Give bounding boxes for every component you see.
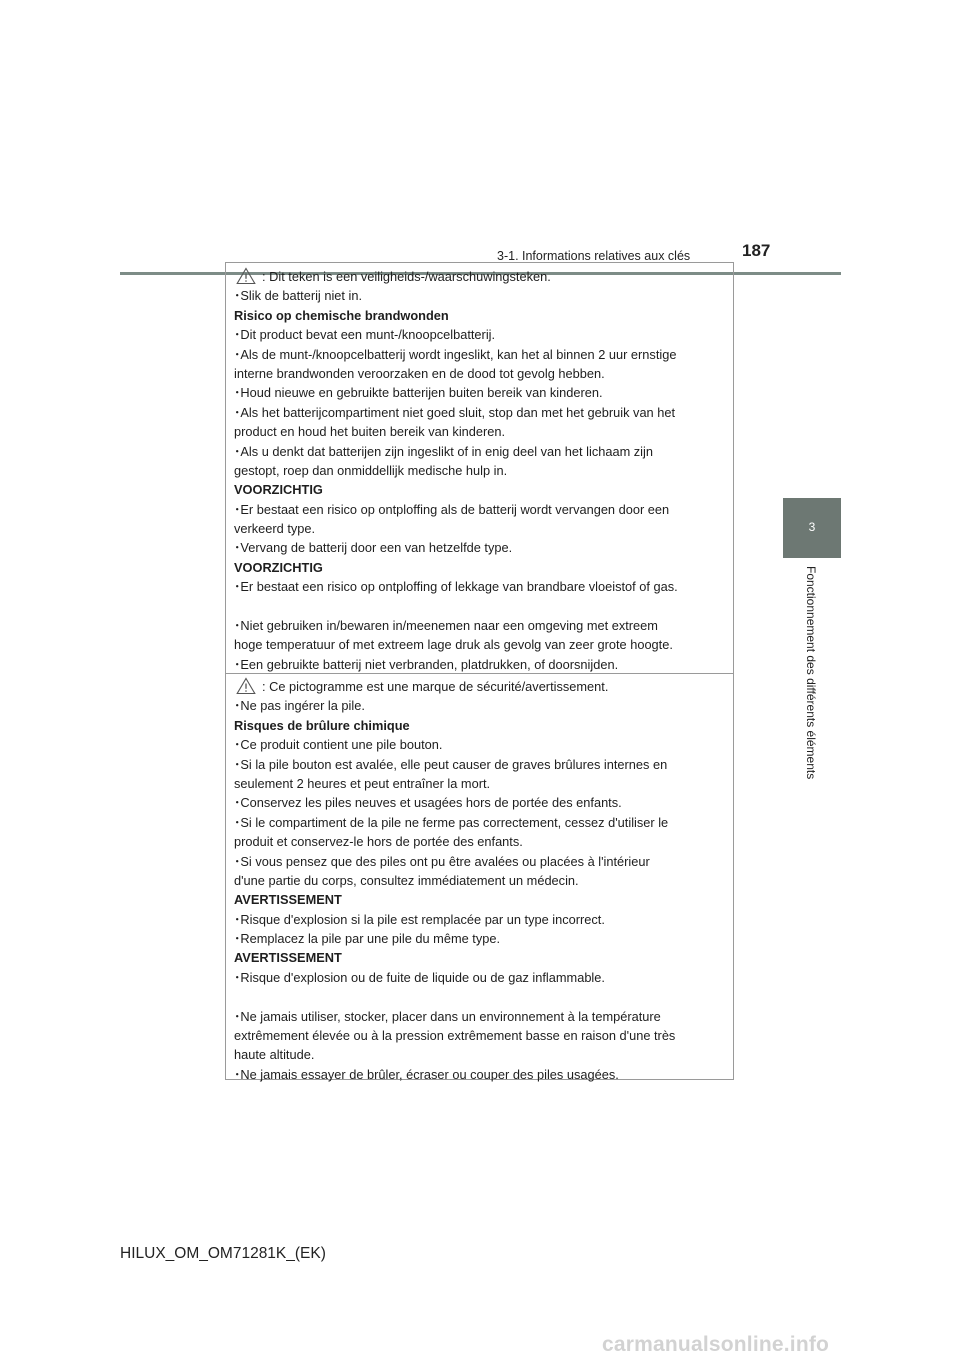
notice-heading: AVERTISSEMENT: [234, 892, 342, 908]
notice-spacer: [234, 987, 725, 1006]
notice-heading: AVERTISSEMENT: [234, 950, 342, 966]
notice-line: ･Risque d'explosion si la pile est remplacée par un type incorrect.: [234, 911, 605, 927]
notice-line: ･Conservez les piles neuves et usagées hors de portée des enfants.: [234, 795, 622, 811]
notice-line: ･Ne jamais essayer de brûler, écraser ou couper des piles usagées.: [234, 1066, 619, 1082]
notice-line: ･Ne pas ingérer la pile.: [234, 698, 365, 714]
notice-line: ･Ne jamais utiliser, stocker, placer dans un environnement à la température: [234, 1008, 661, 1024]
notice-line: : Ce pictogramme est une marque de sécurité/avertissement.: [234, 677, 725, 696]
chapter-title-text: Fonctionnement des différents éléments: [804, 566, 818, 780]
notice-line: gestopt, roep dan onmiddellijk medische hulp in.: [234, 462, 508, 478]
notice-line: ･Vervang de batterij door een van hetzelfde type.: [234, 540, 513, 556]
notice-line: ･Si le compartiment de la pile ne ferme pas correctement, cessez d'utiliser le: [234, 814, 669, 830]
notice-line: ･Als het batterijcompartiment niet goed sluit, stop dan met het gebruik van het: [234, 404, 676, 420]
notice-line: interne brandwonden veroorzaken en de dood tot gevolg hebben.: [234, 365, 605, 381]
notice-line: ･Ce produit contient une pile bouton.: [234, 737, 443, 753]
notice-line: ･Houd nieuwe en gebruikte batterijen buiten bereik van kinderen.: [234, 385, 603, 401]
page-number: 187: [742, 241, 771, 260]
notice-line: ･Als de munt-/knoopcelbatterij wordt ingeslikt, kan het al binnen 2 uur ernstige: [234, 346, 677, 362]
chapter-number: 3: [808, 520, 816, 534]
notice-line: ･Als u denkt dat batterijen zijn ingeslikt of in enig deel van het lichaam zijn: [234, 443, 653, 459]
chapter-title: [804, 566, 818, 798]
notice-line: ･Er bestaat een risico op ontploffing als de batterij wordt vervangen door een: [234, 501, 670, 517]
notice-line: d'une partie du corps, consultez immédiatement un médecin.: [234, 872, 579, 888]
notice-spacer: [234, 597, 725, 616]
section-title: 3-1. Informations relatives aux clés: [497, 249, 691, 263]
notice-line: haute altitude.: [234, 1047, 315, 1063]
notice-dutch: [234, 267, 725, 674]
notice-line: ･Remplacez la pile par une pile du même type.: [234, 931, 501, 947]
notice-line: ･Een gebruikte batterij niet verbranden, platdrukken, of doorsnijden.: [234, 656, 619, 672]
notice-line: ･Si la pile bouton est avalée, elle peut causer de graves brûlures internes en: [234, 756, 668, 772]
chapter-tab: [783, 498, 841, 558]
notice-heading: Risico op chemische brandwonden: [234, 307, 449, 323]
warning-triangle-icon: [236, 677, 256, 695]
notice-line: ･Dit product bevat een munt-/knoopcelbatterij.: [234, 327, 496, 343]
notice-line: ･Si vous pensez que des piles ont pu être avalées ou placées à l'intérieur: [234, 853, 650, 869]
watermark: carmanualsonline.info: [602, 1333, 830, 1356]
notice-line: produit et conservez-le hors de portée des enfants.: [234, 834, 523, 850]
notice-heading: VOORZICHTIG: [234, 482, 323, 498]
notice-line: ･Er bestaat een risico op ontploffing of lekkage van brandbare vloeistof of gas.: [234, 579, 678, 595]
document-code: HILUX_OM_OM71281K_(EK): [120, 1245, 326, 1262]
notice-heading: Risques de brûlure chimique: [234, 717, 410, 733]
notice-line: product en houd het buiten bereik van kinderen.: [234, 424, 506, 440]
notice-line: ･Risque d'explosion ou de fuite de liquide ou de gaz inflammable.: [234, 969, 605, 985]
notice-line: ･Slik de batterij niet in.: [234, 288, 363, 304]
notice-line: verkeerd type.: [234, 521, 316, 537]
notice-heading: VOORZICHTIG: [234, 559, 323, 575]
notice-line: ･Niet gebruiken in/bewaren in/meenemen naar een omgeving met extreem: [234, 618, 658, 634]
notice-divider: [226, 673, 733, 674]
notice-line: : Dit teken is een veiligheids-/waarschuwingsteken.: [234, 267, 725, 286]
notice-line: seulement 2 heures et peut entraîner la mort.: [234, 775, 491, 791]
notice-french: [234, 677, 725, 1084]
notice-line: hoge temperatuur of met extreem lage druk als gevolg van zeer grote hoogte.: [234, 637, 673, 653]
warning-triangle-icon: [236, 267, 256, 285]
notice-line: extrêmement élevée ou à la pression extrêmement basse en raison d'une très: [234, 1028, 676, 1044]
battery-warning-box: [225, 262, 734, 1080]
